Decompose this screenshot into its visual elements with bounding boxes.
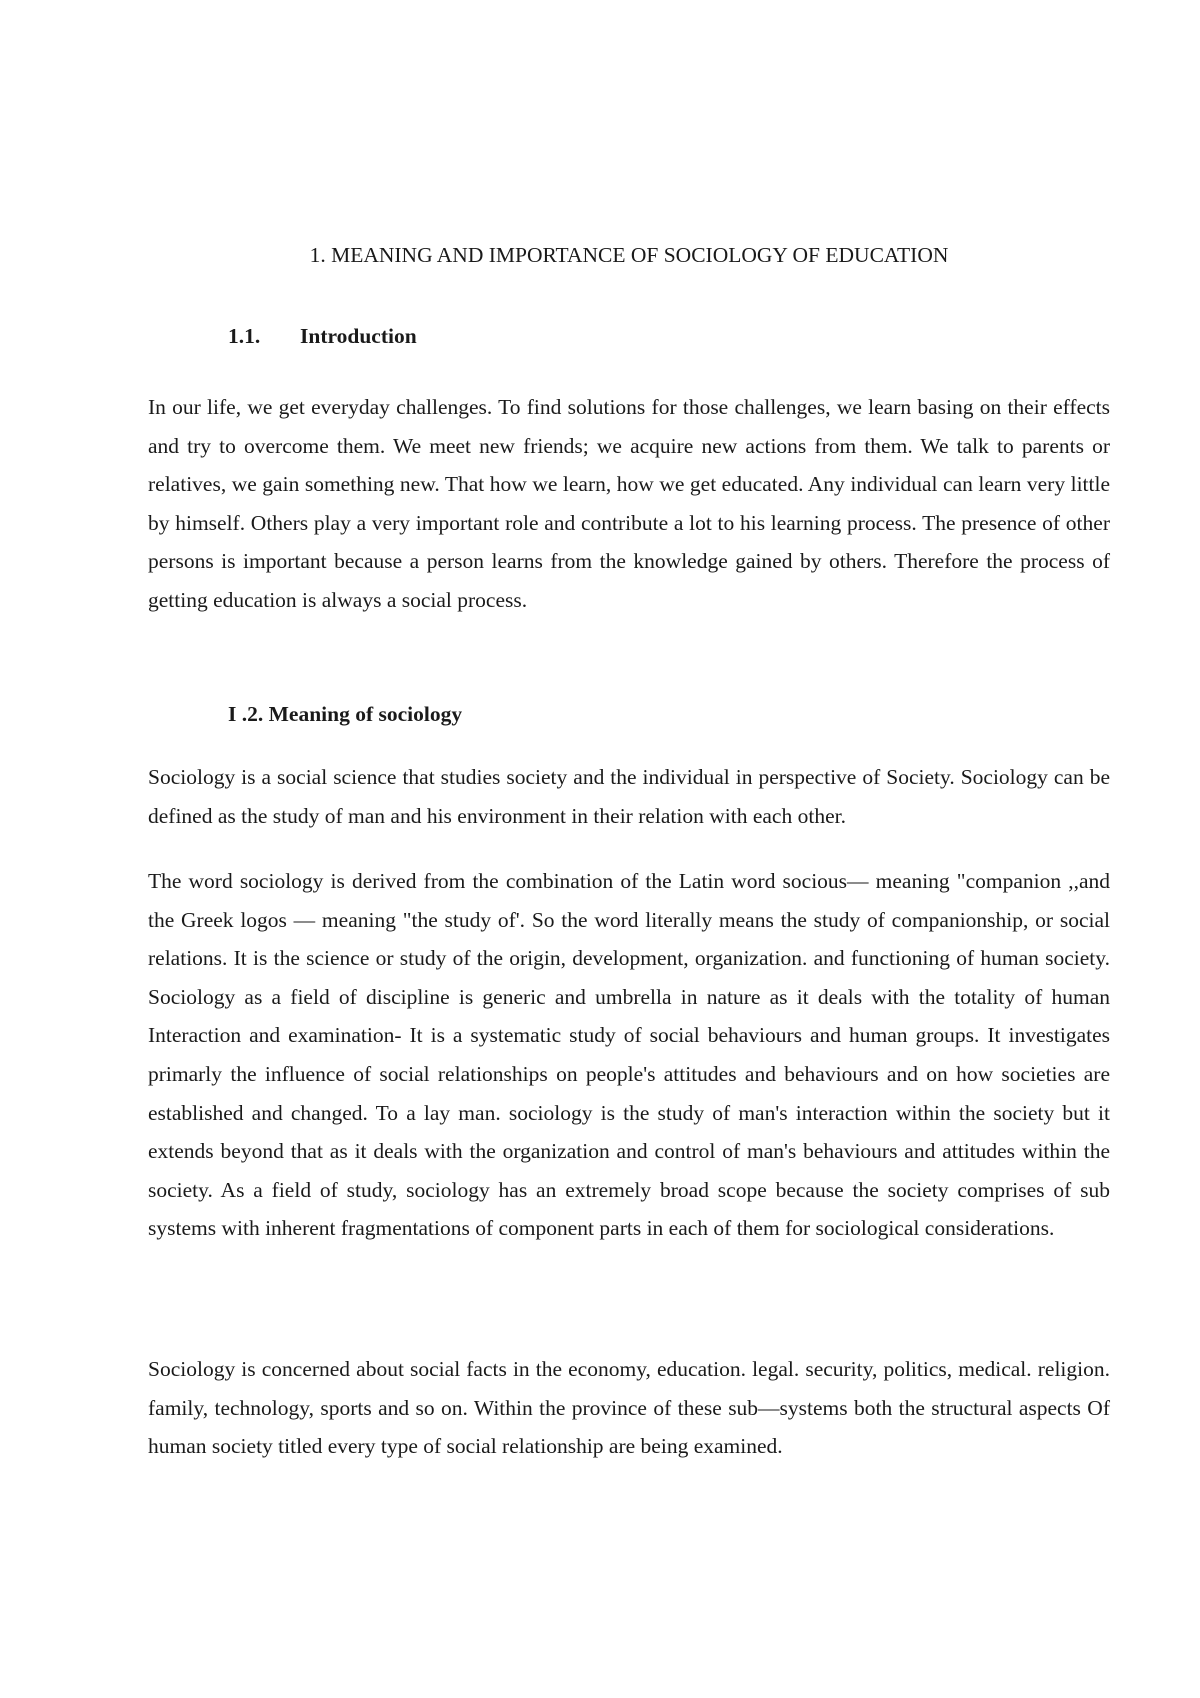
section-heading-label: Introduction xyxy=(300,324,417,348)
paragraph-social-facts: Sociology is concerned about social facts in the economy, education. legal. security, politics, medical. religion. family, technology, sports and so on. Within the province of these sub—systems both the structural aspects Of human society titled every type of social relationship are being examined. xyxy=(148,1357,1110,1459)
paragraph-etymology: The word sociology is derived from the combination of the Latin word socious— meaning "companion ,,and the Greek logos — meaning "the study of'. So the word literally means the study of companionship, or social relations. It is the science or study of the origin, development, organization. and functioning of human society. Sociology as a field of discipline is generic and umbrella in nature as it deals with the totality of human Interaction and examination- It is a systematic study of social behaviours and human groups. It investigates primarly the influence of social relationships on people's attitudes and behaviours and on how societies are established and changed. To a lay man. sociology is the study of man's interaction within the society but it extends beyond that as it deals with the organization and control of man's behaviours and attitudes within the society. As a field of study, sociology has an extremely broad scope because the society comprises of sub systems with inherent fragmentations of component parts in each of them for sociological considerations. xyxy=(148,869,1110,1241)
section-heading-label: Meaning of sociology xyxy=(268,702,463,726)
paragraph-definition: Sociology is a social science that studies society and the individual in perspective of Society. Sociology can be defined as the study of man and his environment in their relation with each other. xyxy=(148,765,1110,828)
page-title: 1. MEANING AND IMPORTANCE OF SOCIOLOGY OF EDUCATION xyxy=(309,243,949,267)
section-number: 1.1. xyxy=(228,324,261,348)
section-number: I .2. xyxy=(228,702,264,726)
section-heading-meaning-of-sociology xyxy=(228,699,462,729)
section-heading-introduction xyxy=(228,321,417,351)
paragraph-introduction: In our life, we get everyday challenges. To find solutions for those challenges, we learn basing on their effects and try to overcome them. We meet new friends; we acquire new actions from them. We talk to parents or relatives, we gain something new. That how we learn, how we get educated. Any individual can learn very little by himself. Others play a very important role and contribute a lot to his learning process. The presence of other persons is important because a person learns from the knowledge gained by others. Therefore the process of getting education is always a social process. xyxy=(148,395,1110,612)
